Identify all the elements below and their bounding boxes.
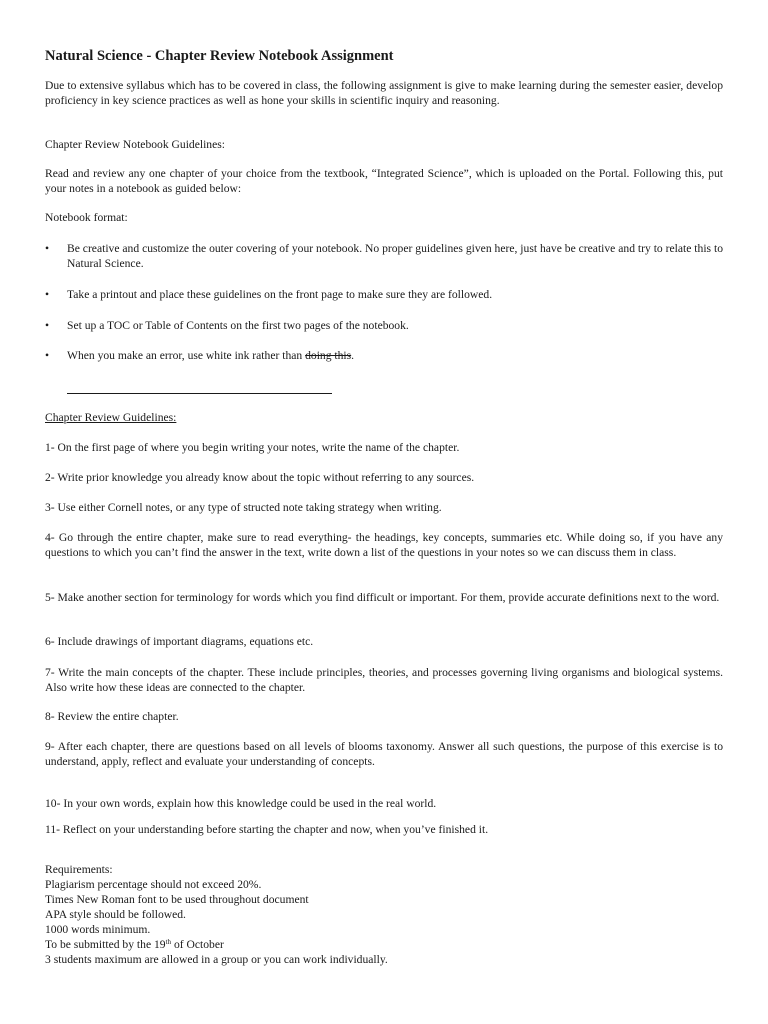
struck-text: doing this	[305, 349, 352, 362]
requirement-item: 3 students maximum are allowed in a group or you can work individually.	[45, 953, 388, 966]
bullet-icon: •	[45, 288, 50, 301]
bullet-icon: •	[45, 319, 50, 332]
bullet-text: Set up a TOC or Table of Contents on the first two pages of the notebook.	[67, 319, 409, 332]
requirement-submit-date	[45, 937, 723, 952]
step-item: 3- Use either Cornell notes, or any type of structed note taking strategy when writing.	[45, 501, 442, 514]
bullet-text: Be creative and customize the outer covering of your notebook. No proper guidelines given here, just have be creative and try to relate this to Natural Science.	[67, 242, 723, 270]
intro-paragraph: Due to extensive syllabus which has to be covered in class, the following assignment is give to make learning during the semester easier, develop proficiency in key science practices as well as hone your skills in scientific inquiry and reasoning.	[45, 79, 723, 107]
horizontal-divider	[67, 393, 332, 394]
review-heading: Chapter Review Guidelines:	[45, 411, 177, 424]
submit-month-text: of October	[171, 938, 224, 951]
step-item: 9- After each chapter, there are questions based on all levels of blooms taxonomy. Answer all such questions, the purpose of this exercise is to understand, apply, reflect and evaluate your understanding of concepts.	[45, 740, 723, 768]
step-item: 5- Make another section for terminology for words which you find difficult or important. For them, provide accurate definitions next to the word.	[45, 591, 720, 604]
bullet-icon: •	[45, 242, 50, 255]
notebook-format-label: Notebook format:	[45, 211, 128, 224]
requirement-item: Plagiarism percentage should not exceed 20%.	[45, 878, 262, 891]
requirement-item: APA style should be followed.	[45, 908, 186, 921]
document-title: Natural Science - Chapter Review Notebook Assignment	[45, 48, 394, 64]
bullet-text-main: When you make an error, use white ink rather than	[67, 349, 306, 362]
requirement-item: 1000 words minimum.	[45, 923, 151, 936]
requirements-heading: Requirements:	[45, 863, 113, 876]
bullet-text	[67, 348, 723, 363]
requirements-block	[45, 862, 723, 967]
ordinal-suffix: th	[165, 938, 172, 946]
step-item: 4- Go through the entire chapter, make sure to read everything- the headings, key concepts, summaries etc. While doing so, if you have any questions to which you can’t find the answer in the text, write down a list of the questions in your notes so we can discuss them in class.	[45, 531, 723, 559]
bullet-icon: •	[45, 349, 50, 362]
requirement-item: Times New Roman font to be used throughout document	[45, 893, 309, 906]
bullet-text-end: .	[351, 349, 355, 362]
document-page	[45, 0, 723, 1024]
step-item: 2- Write prior knowledge you already know about the topic without referring to any sources.	[45, 471, 475, 484]
step-item: 10- In your own words, explain how this knowledge could be used in the real world.	[45, 797, 437, 810]
step-item: 7- Write the main concepts of the chapter. These include principles, theories, and processes governing living organisms and biological systems. Also write how these ideas are connected to the chapter.	[45, 666, 723, 694]
bullet-text: Take a printout and place these guidelines on the front page to make sure they are followed.	[67, 288, 493, 301]
guidelines-heading: Chapter Review Notebook Guidelines:	[45, 138, 225, 151]
step-item: 1- On the first page of where you begin writing your notes, write the name of the chapter.	[45, 441, 460, 454]
step-item: 8- Review the entire chapter.	[45, 710, 179, 723]
read-review-paragraph: Read and review any one chapter of your choice from the textbook, “Integrated Science”, which is uploaded on the Portal. Following this, put your notes in a notebook as guided below:	[45, 167, 723, 195]
submit-date-text: To be submitted by the 19	[45, 938, 166, 951]
step-item: 11- Reflect on your understanding before starting the chapter and now, when you’ve finished it.	[45, 823, 489, 836]
step-item: 6- Include drawings of important diagrams, equations etc.	[45, 635, 314, 648]
